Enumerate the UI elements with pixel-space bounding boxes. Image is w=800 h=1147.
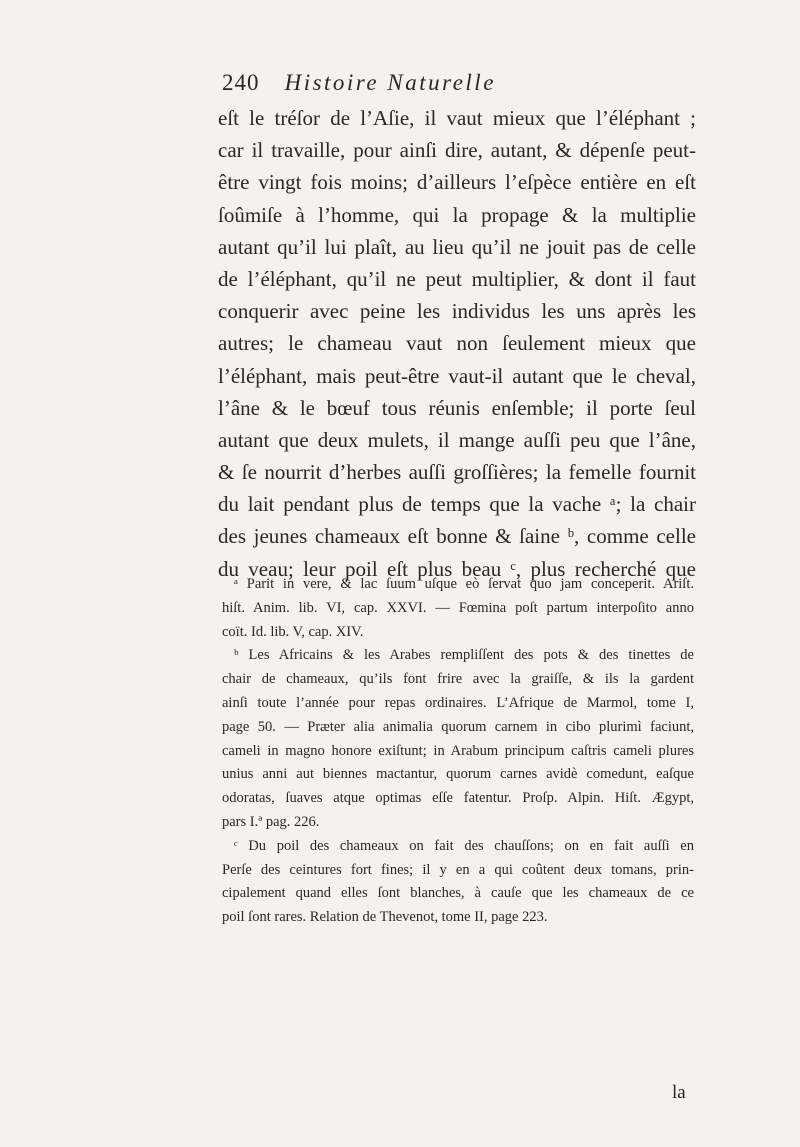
footnote-a-line: hiſt. Anim. lib. VI, cap. XXVI. — Fœmina poſt partum interpoſito anno [222, 599, 694, 616]
body-line: & ſe nourrit d’herbes auſſi groſſières; la femelle fournit [218, 460, 696, 485]
page-header [222, 70, 662, 100]
footnote-b-line: ᵇ Les Africains & les Arabes rempliſſent des pots & des tinettes de [234, 647, 694, 664]
footnote-c-line: Perſe des ceintures fort fines; il y en a qui coûtent deux tomans, prin- [222, 861, 694, 878]
footnote-a-line: coït. Id. lib. V, cap. XIV. [222, 623, 364, 640]
body-line: du lait pendant plus de temps que la vache ᵃ; la chair [218, 492, 696, 517]
body-line: des jeunes chameaux eſt bonne & ſaine ᵇ, comme celle [218, 524, 696, 549]
body-line: conquerir avec peine les individus les uns après les [218, 299, 696, 324]
catchword: la [672, 1082, 686, 1103]
footnotes [222, 573, 694, 930]
footnote-c-line: cipalement quand elles ſont blanches, à cauſe que les chameaux de ce [222, 885, 694, 902]
footnote-b-line: cameli in magno honore exiſtunt; in Arabum principum caſtris cameli plures [222, 742, 694, 759]
body-line: de l’éléphant, qu’il ne peut multiplier, & dont il faut [218, 266, 696, 291]
body-line: car il travaille, pour ainſi dire, autant, & dépenſe peut- [218, 138, 696, 163]
body-line: être vingt fois moins; d’ailleurs l’eſpèce entière en eſt [218, 170, 696, 195]
footnote-c-line: ᶜ Du poil des chameaux on fait des chauſſons; on en fait auſſi en [234, 837, 694, 854]
footnote-b-line: ainſi toute l’année pour repas ordinaires. L’Afrique de Marmol, tome I, [222, 694, 694, 711]
body-line: ſoûmiſe à l’homme, qui la propage & la multiplie [218, 202, 696, 227]
body-text [218, 102, 696, 585]
running-title: Histoire Naturelle [284, 70, 496, 95]
footnote-a-line: ᵃ Parit in vere, & lac ſuum uſque eò ſervat quo jam conceperit. Ariſt. [234, 576, 694, 592]
page-number: 240 [222, 70, 260, 95]
body-line: l’âne & le bœuf tous réunis enſemble; il porte ſeul [218, 395, 696, 420]
footnote-c-line: poil ſont rares. Relation de Thevenot, tome II, page 223. [222, 909, 548, 926]
footnote-b-line: page 50. — Præter alia animalia quorum carnem in cibo plurimì faciunt, [222, 718, 694, 735]
body-line: autant que deux mulets, il mange auſſi peu que l’âne, [218, 427, 696, 452]
footnote-b-line: unius anni aut biennes mactantur, quorum carnes avidè comedunt, eaſque [222, 766, 694, 783]
footnote-b-line: odoratas, ſuaves atque optimas eſſe fatentur. Proſp. Alpin. Hiſt. Ægypt, [222, 790, 694, 807]
footnote-b-line: chair de chameaux, qu’ils font frire avec la graiſſe, & ils la gardent [222, 671, 694, 688]
body-line: autant qu’il lui plaît, au lieu qu’il ne jouit pas de celle [218, 234, 696, 259]
body-line: l’éléphant, mais peut-être vaut-il autant que le cheval, [218, 363, 696, 388]
body-line: du veau; leur poil eſt plus beau ᶜ, plus recherché que [218, 556, 696, 581]
footnote-b-line: pars I.ª pag. 226. [222, 813, 320, 830]
body-line: eſt le tréſor de l’Aſie, il vaut mieux que l’éléphant ; [218, 106, 696, 130]
body-line: autres; le chameau vaut non ſeulement mieux que [218, 331, 696, 356]
